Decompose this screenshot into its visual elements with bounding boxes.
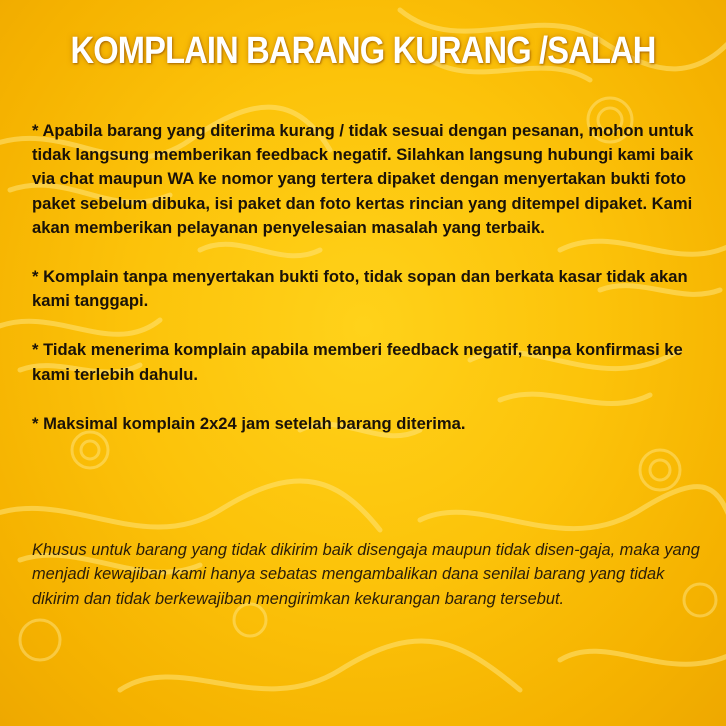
rule-paragraph-1: * Apabila barang yang diterima kurang / tidak sesuai dengan pesanan, mohon untuk tidak langsung memberikan feedback negatif. Silahkan langsung hubungi kami baik via chat maupun WA ke nomor yang tertera dipaket dengan menyertakan bukti foto paket sebelum dibuka, isi paket dan foto kertas rincian yang ditempel dipaket. Kami akan memberikan pelayanan penyelesaian masalah yang terbaik. bbox=[32, 121, 694, 237]
italic-note: Khusus untuk barang yang tidak dikirim baik disengaja maupun tidak disen-gaja, maka yang menjadi kewajiban kami hanya sebatas mengambalikan dana senilai barang yang tidak dikirim dan tidak berkewajiban mengirimkan kekurangan barang tersebut. bbox=[32, 541, 700, 608]
rules-list bbox=[32, 119, 706, 436]
poster-title: KOMPLAIN BARANG KURANG /SALAH bbox=[70, 30, 656, 72]
rule-paragraph-3: * Tidak menerima komplain apabila memberi feedback negatif, tanpa konfirmasi ke kami terlebih dahulu. bbox=[32, 340, 683, 384]
rule-paragraph-2: * Komplain tanpa menyertakan bukti foto, tidak sopan dan berkata kasar tidak akan kami tanggapi. bbox=[32, 267, 688, 311]
rule-paragraph-4: * Maksimal komplain 2x24 jam setelah barang diterima. bbox=[32, 413, 466, 433]
